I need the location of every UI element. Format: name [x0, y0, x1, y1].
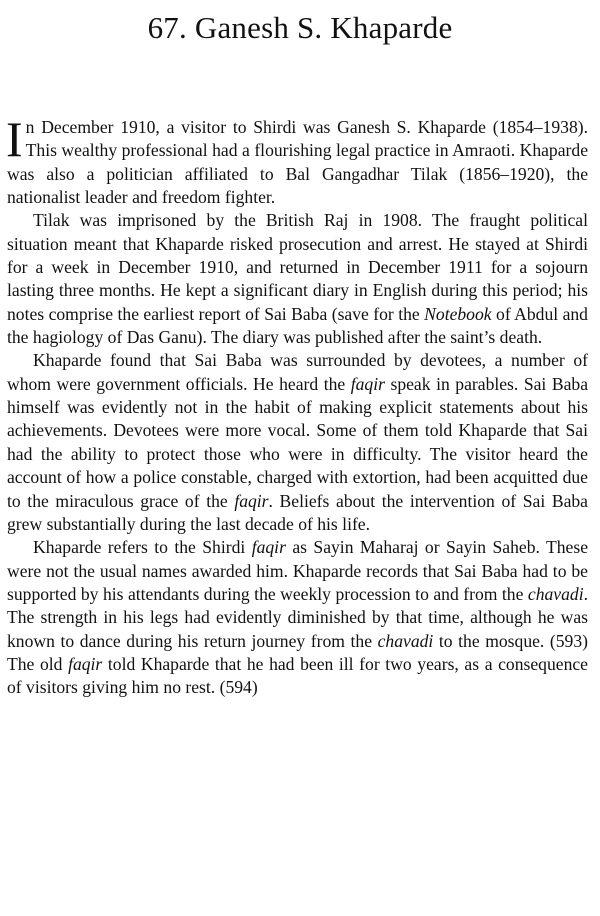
italic-term: faqir [350, 373, 385, 394]
paragraph-text: Tilak was imprisoned by the British Raj in 1908. The fraught political situation meant that Khaparde risked prosecution and arrest. He stayed at Shirdi for a week in December 1910, and returned in December 1911 for a sojourn lasting three months. He kept a significant diary in English during this period; his notes comprise the earliest report of Sai Baba (save for the [7, 210, 588, 324]
italic-title: Notebook [424, 303, 492, 324]
paragraph-4 [7, 536, 588, 699]
paragraph-text: of Abdul and the hagiology of Das Ganu). The diary was published after the saint’s death. [7, 303, 588, 348]
paragraph-text: Khaparde found that Sai Baba was surrounded by devotees, a number of whom were government officials. He heard the [7, 350, 588, 394]
italic-term: faqir [234, 490, 269, 511]
chapter-title: 67. Ganesh S. Khaparde [147, 10, 453, 45]
italic-term: chavadi [377, 630, 434, 651]
paragraph-text: as Sayin Maharaj or Sayin Saheb. These were not the usual names awarded him. Khaparde records that Sai Baba had to be supported by his attendants during the weekly procession to and from the [7, 537, 589, 604]
italic-term: faqir [68, 653, 103, 674]
paragraph-text: Khaparde refers to the Shirdi [33, 537, 252, 558]
paragraph-text: . Beliefs about the intervention of Sai Baba grew substantially during the last decade of his life. [7, 490, 588, 534]
paragraph-2 [7, 209, 588, 349]
paragraph-text: . The strength in his legs had evidently diminished by that time, although he was known to dance during his return journey from the [7, 583, 588, 651]
paragraph-text: to the mosque. (593) The old [7, 630, 588, 674]
drop-cap: I [6, 111, 23, 167]
paragraph-1 [6, 111, 588, 209]
italic-term: faqir [251, 537, 286, 558]
italic-term: chavadi [527, 583, 584, 604]
chapter-body [6, 111, 589, 700]
paragraph-text: speak in parables. Sai Baba himself was evidently not in the habit of making explicit statements about his achievements. Devotees were more vocal. Some of them told Khaparde that Sai had the ability to protect those who were in difficulty. The visitor heard the account of how a police constable, charged with extortion, had been acquitted due to the miraculous grace of the [7, 373, 588, 511]
paragraph-3 [7, 349, 588, 536]
paragraph-text: told Khaparde that he had been ill for two years, as a consequence of visitors giving him no rest. (594) [7, 653, 588, 698]
paragraph-text: n December 1910, a visitor to Shirdi was Ganesh S. Khaparde (1854–1938). This wealthy professional had a flourishing legal practice in Amraoti. Khaparde was also a politician affiliated to Bal Gangadhar Tilak (1856–1920), the nationalist leader and freedom fighter. [7, 117, 588, 208]
